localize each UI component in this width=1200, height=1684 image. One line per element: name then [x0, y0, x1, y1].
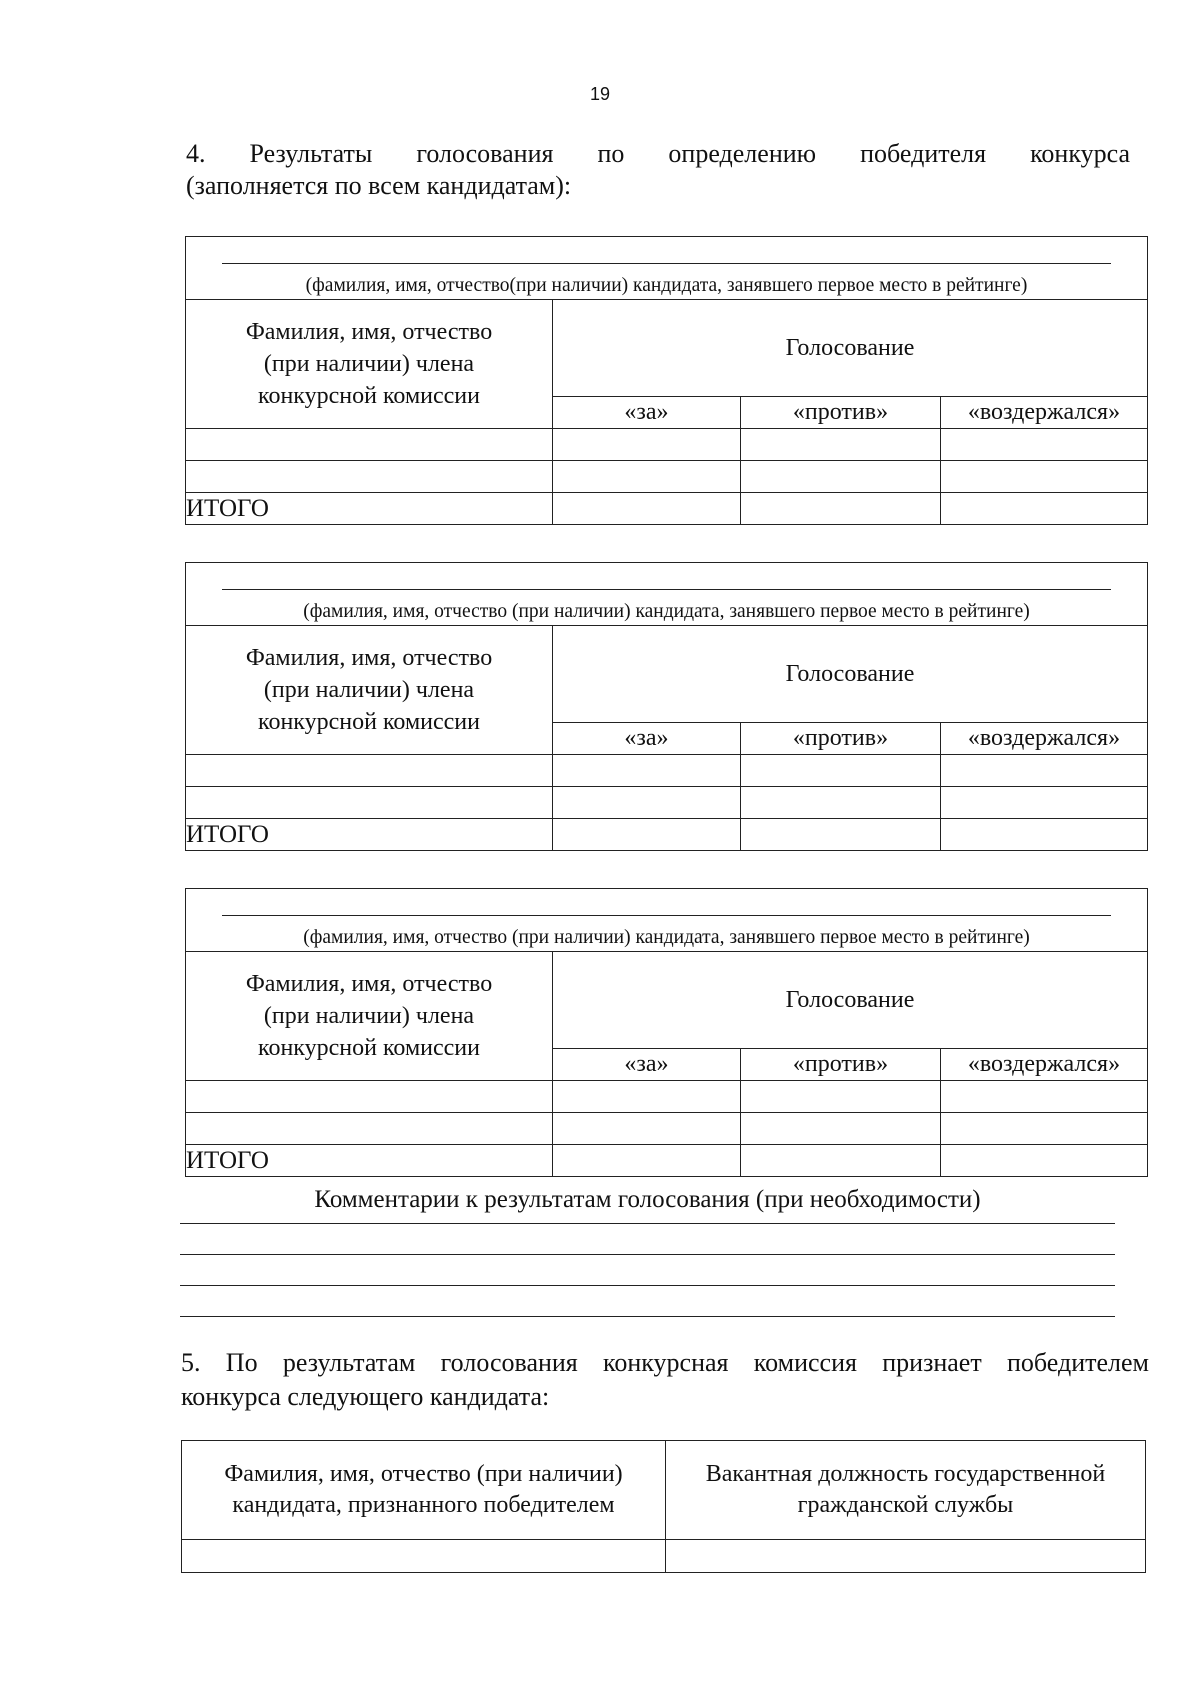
vote-cell[interactable]: [741, 787, 941, 819]
vote-header: Голосование: [553, 626, 1148, 723]
section-4-line-2: (заполняется по всем кандидатам):: [186, 171, 572, 200]
candidate-name-field[interactable]: [186, 563, 1148, 626]
voting-table-3: [185, 888, 1148, 1177]
vote-against-header: «против»: [741, 1049, 941, 1081]
table-row: [186, 755, 1148, 787]
total-row: [186, 493, 1148, 525]
candidate-name-field[interactable]: [186, 889, 1148, 952]
total-cell[interactable]: [741, 493, 941, 525]
section-5-heading: [181, 1346, 1149, 1414]
voting-table-1: [185, 236, 1148, 525]
vote-cell[interactable]: [553, 755, 741, 787]
total-cell[interactable]: [941, 819, 1148, 851]
total-label: ИТОГО: [186, 493, 553, 525]
vote-cell[interactable]: [553, 461, 741, 493]
total-cell[interactable]: [741, 819, 941, 851]
winner-name-header: Фамилия, имя, отчество (при наличии) кандидата, признанного победителем: [182, 1441, 666, 1540]
total-cell[interactable]: [941, 1145, 1148, 1177]
section-5-line-2: конкурса следующего кандидата:: [181, 1382, 550, 1411]
vacancy-cell[interactable]: [666, 1540, 1146, 1573]
section-4-heading: [186, 138, 1130, 202]
member-cell[interactable]: [186, 787, 553, 819]
total-label: ИТОГО: [186, 1145, 553, 1177]
comment-line[interactable]: [180, 1223, 1115, 1254]
vote-cell[interactable]: [941, 755, 1148, 787]
section-4-line-1: 4. Результаты голосования по определению победителя конкурса: [186, 139, 1130, 168]
table-row: [186, 1081, 1148, 1113]
vacancy-header: Вакантная должность государственной гражданской службы: [666, 1441, 1146, 1540]
candidate-caption: (фамилия, имя, отчество(при наличии) кандидата, занявшего первое место в рейтинге): [305, 275, 1028, 296]
vote-cell[interactable]: [553, 787, 741, 819]
table-row: [186, 429, 1148, 461]
vote-abstain-header: «воздержался»: [941, 1049, 1148, 1081]
total-cell[interactable]: [553, 493, 741, 525]
vote-for-header: «за»: [553, 723, 741, 755]
table-row: [186, 787, 1148, 819]
member-cell[interactable]: [186, 1081, 553, 1113]
vote-cell[interactable]: [941, 429, 1148, 461]
candidate-caption: (фамилия, имя, отчество (при наличии) кандидата, занявшего первое место в рейтинге): [303, 927, 1030, 948]
vote-against-header: «против»: [741, 397, 941, 429]
comments-section: [180, 1185, 1115, 1347]
vote-cell[interactable]: [553, 1113, 741, 1145]
vote-cell[interactable]: [941, 461, 1148, 493]
vote-header: Голосование: [553, 300, 1148, 397]
member-header: Фамилия, имя, отчество (при наличии) члена конкурсной комиссии: [186, 626, 553, 755]
total-cell[interactable]: [941, 493, 1148, 525]
member-header: Фамилия, имя, отчество (при наличии) члена конкурсной комиссии: [186, 952, 553, 1081]
table-row: [186, 1113, 1148, 1145]
total-row: [186, 819, 1148, 851]
voting-table-2: [185, 562, 1148, 851]
vote-cell[interactable]: [941, 1081, 1148, 1113]
vote-abstain-header: «воздержался»: [941, 397, 1148, 429]
comment-line[interactable]: [180, 1285, 1115, 1316]
candidate-caption: (фамилия, имя, отчество (при наличии) кандидата, занявшего первое место в рейтинге): [303, 601, 1030, 622]
vote-cell[interactable]: [741, 755, 941, 787]
vote-for-header: «за»: [553, 397, 741, 429]
table-row: [186, 461, 1148, 493]
total-label: ИТОГО: [186, 819, 553, 851]
page-number: 19: [589, 84, 611, 104]
comment-line[interactable]: [180, 1254, 1115, 1285]
member-cell[interactable]: [186, 429, 553, 461]
vote-cell[interactable]: [741, 1081, 941, 1113]
vote-cell[interactable]: [741, 429, 941, 461]
vote-cell[interactable]: [553, 1081, 741, 1113]
candidate-name-field[interactable]: [186, 237, 1148, 300]
vote-for-header: «за»: [553, 1049, 741, 1081]
section-5-line-1: 5. По результатам голосования конкурсная комиссия признает победителем: [181, 1348, 1149, 1377]
vote-cell[interactable]: [941, 787, 1148, 819]
vote-cell[interactable]: [741, 461, 941, 493]
vote-cell[interactable]: [741, 1113, 941, 1145]
winner-table: [181, 1440, 1146, 1573]
vote-header: Голосование: [553, 952, 1148, 1049]
member-header: Фамилия, имя, отчество (при наличии) члена конкурсной комиссии: [186, 300, 553, 429]
vote-cell[interactable]: [941, 1113, 1148, 1145]
member-cell[interactable]: [186, 461, 553, 493]
comments-title: Комментарии к результатам голосования (при необходимости): [314, 1186, 981, 1213]
member-cell[interactable]: [186, 755, 553, 787]
total-cell[interactable]: [553, 819, 741, 851]
winner-name-cell[interactable]: [182, 1540, 666, 1573]
total-cell[interactable]: [741, 1145, 941, 1177]
vote-against-header: «против»: [741, 723, 941, 755]
total-cell[interactable]: [553, 1145, 741, 1177]
comment-line[interactable]: [180, 1316, 1115, 1347]
vote-cell[interactable]: [553, 429, 741, 461]
member-cell[interactable]: [186, 1113, 553, 1145]
total-row: [186, 1145, 1148, 1177]
vote-abstain-header: «воздержался»: [941, 723, 1148, 755]
